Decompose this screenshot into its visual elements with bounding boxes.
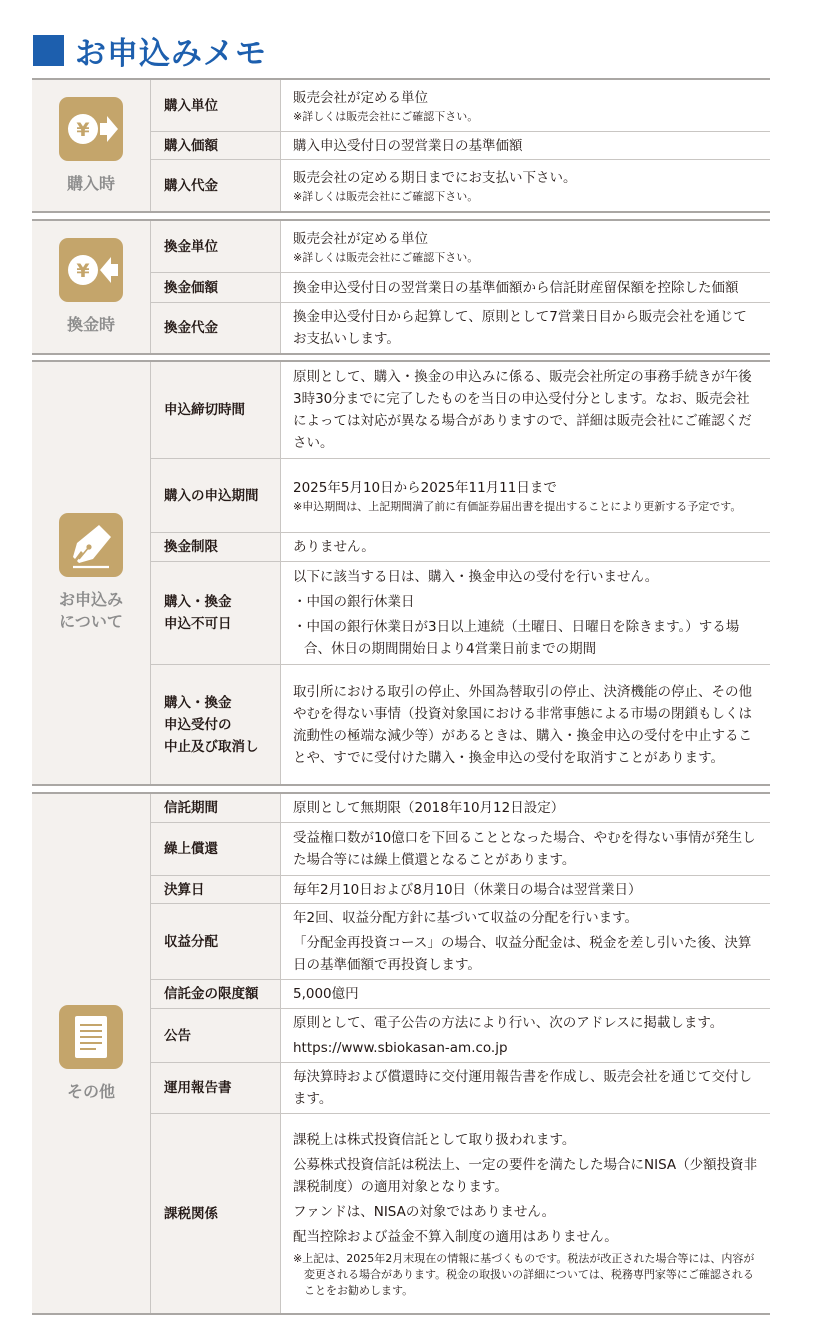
row-value [281, 1009, 770, 1062]
table-row [150, 980, 770, 1009]
row-value [281, 904, 770, 979]
row-text: 配当控除および益金不算入制度の適用はありません。 [293, 1228, 618, 1245]
section-label: 購入時 [66, 173, 115, 193]
row-label: 収益分配 [150, 904, 281, 979]
table-row [150, 221, 770, 273]
page-title [33, 30, 267, 70]
document-icon [59, 1005, 123, 1069]
table-row [150, 273, 770, 303]
row-value [281, 1063, 770, 1113]
table-row [150, 904, 770, 980]
table-row [150, 80, 770, 132]
row-text: 購入申込受付日の翌営業日の基準価額 [293, 137, 523, 154]
row-label: 購入・換金 申込不可日 [150, 562, 281, 664]
section-rows [150, 362, 770, 784]
row-text: 原則として無期限（2018年10月12日設定） [293, 800, 565, 817]
row-value [281, 876, 770, 903]
row-label: 購入代金 [150, 160, 281, 211]
row-note: ※申込期間は、上記期間満了前に有価証券届出書を提出することにより更新する予定です。 [293, 499, 742, 513]
row-text: 2025年5月10日から2025年11月11日まで [293, 479, 557, 496]
table-row [150, 160, 770, 211]
row-label: 換金単位 [150, 221, 281, 272]
fountain-pen-icon [59, 513, 123, 577]
row-text: 毎年2月10日および8月10日（休業日の場合は翌営業日） [293, 881, 642, 898]
row-label: 信託期間 [150, 794, 281, 822]
row-value [281, 362, 770, 458]
row-note: ※詳しくは販売会社にご確認下さい。 [293, 250, 479, 264]
section-purchase [32, 78, 770, 213]
table-row [150, 132, 770, 160]
row-text: 課税上は株式投資信託として取り扱われます。 [293, 1131, 576, 1148]
row-text: 年2回、収益分配方針に基づいて収益の分配を行います。 [293, 910, 639, 927]
row-text: 公募株式投資信託は税法上、一定の要件を満たした場合にNISA（少額投資非課税制度）の適用対象となります。 [293, 1156, 758, 1195]
row-label: 繰上償還 [150, 823, 281, 875]
row-note: ※詳しくは販売会社にご確認下さい。 [293, 189, 479, 203]
row-note: ※上記は、2025年2月末現在の情報に基づくものです。税法が改正された場合等には、内容が変更される場合があります。税金の取扱いの詳細については、税務専門家等にご確認されることをお勧めします。 [293, 1251, 755, 1297]
row-value [281, 794, 770, 822]
svg-text:¥: ¥ [76, 260, 90, 283]
row-text: 換金申込受付日の翌営業日の基準価額から信託財産留保額を控除した価額 [293, 279, 739, 296]
row-label: 決算日 [150, 876, 281, 903]
section-redemption [32, 219, 770, 355]
row-value [281, 459, 770, 532]
row-text: 販売会社の定める期日までにお支払い下さい。 [293, 169, 577, 186]
row-value [281, 665, 770, 784]
row-label: 購入単位 [150, 80, 281, 131]
section-label: お申込み について [58, 590, 123, 631]
table-row [150, 1063, 770, 1114]
row-value [281, 221, 770, 272]
table-row [150, 876, 770, 904]
row-label: 公告 [150, 1009, 281, 1062]
row-value [281, 80, 770, 131]
table-row [150, 533, 770, 562]
table-row [150, 794, 770, 823]
row-text: 取引所における取引の停止、外国為替取引の停止、決済機能の停止、その他やむを得ない事情（投資対象国における非常事態による市場の閉鎖もしくは流動性の極端な減少等）があるときは、購入・換金申込の受付を中止することや、すでに受付けた購入・換金申込の受付を取消すことがあります。 [293, 683, 752, 766]
row-text: 販売会社が定める単位 [293, 89, 428, 106]
row-value [281, 303, 770, 353]
section-label: その他 [66, 1081, 115, 1101]
row-label: 換金制限 [150, 533, 281, 561]
row-value [281, 1114, 770, 1313]
row-text: 「分配金再投資コース」の場合、収益分配金は、税金を差し引いた後、決算日の基準価額で再投資します。 [293, 935, 752, 974]
section-header [32, 221, 150, 353]
table-row [150, 459, 770, 533]
table-row [150, 1009, 770, 1063]
yen-arrow-left-icon [59, 238, 123, 302]
row-text: 原則として、購入・換金の申込みに係る、販売会社所定の事務手続きが午後3時30分までに完了したものを当日の申込受付分とします。なお、販売会社によっては対応が異なる場合がありますので、詳細は販売会社にご確認ください。 [293, 369, 752, 451]
row-text: 換金申込受付日から起算して、原則として7営業日目から販売会社を通じてお支払いします。 [293, 308, 747, 347]
row-text: 原則として、電子公告の方法により行い、次のアドレスに掲載します。 [293, 1015, 724, 1032]
page-title-text: お申込みメモ [75, 35, 267, 72]
section-other [32, 792, 770, 1315]
row-label: 購入の申込期間 [150, 459, 281, 532]
section-rows [150, 221, 770, 353]
row-text: 受益権口数が10億口を下回ることとなった場合、やむを得ない事情が発生した場合等には繰上償還となることがあります。 [293, 830, 756, 869]
row-value [281, 823, 770, 875]
table-row [150, 665, 770, 784]
table-row [150, 362, 770, 459]
row-value [281, 980, 770, 1008]
table-row [150, 562, 770, 665]
row-text: 以下に該当する日は、購入・換金申込の受付を行いません。 [293, 569, 659, 586]
row-label: 購入価額 [150, 132, 281, 159]
row-text: ファンドは、NISAの対象ではありません。 [293, 1203, 556, 1220]
row-label: 申込締切時間 [150, 362, 281, 458]
row-label: 運用報告書 [150, 1063, 281, 1113]
row-label: 換金代金 [150, 303, 281, 353]
section-header [32, 362, 150, 784]
row-note: ※詳しくは販売会社にご確認下さい。 [293, 109, 479, 123]
title-marker [33, 35, 64, 66]
row-value [281, 562, 770, 664]
row-value [281, 533, 770, 561]
section-header [32, 794, 150, 1313]
section-application [32, 360, 770, 786]
row-label: 購入・換金 申込受付の 中止及び取消し [150, 665, 281, 784]
row-value [281, 273, 770, 302]
yen-arrow-right-icon [59, 97, 123, 161]
row-label: 換金価額 [150, 273, 281, 302]
row-text: ・中国の銀行休業日が3日以上連続（土曜日、日曜日を除きます。）する場合、休日の期間開始日より4営業日前までの期間 [293, 619, 740, 658]
row-text: ありません。 [293, 539, 375, 556]
row-text: 5,000億円 [293, 986, 359, 1003]
row-text: 販売会社が定める単位 [293, 230, 428, 247]
section-rows [150, 794, 770, 1313]
row-text: https://www.sbiokasan-am.co.jp [293, 1040, 508, 1057]
section-rows [150, 80, 770, 211]
section-header [32, 80, 150, 211]
table-row [150, 303, 770, 353]
row-label: 課税関係 [150, 1114, 281, 1313]
row-label: 信託金の限度額 [150, 980, 281, 1008]
row-text: ・中国の銀行休業日 [293, 594, 415, 611]
row-value [281, 160, 770, 211]
section-label: 換金時 [66, 315, 115, 335]
table-row [150, 1114, 770, 1313]
row-text: 毎決算時および償還時に交付運用報告書を作成し、販売会社を通じて交付します。 [293, 1069, 752, 1108]
table-row [150, 823, 770, 876]
svg-text:¥: ¥ [76, 118, 90, 141]
row-value [281, 132, 770, 159]
